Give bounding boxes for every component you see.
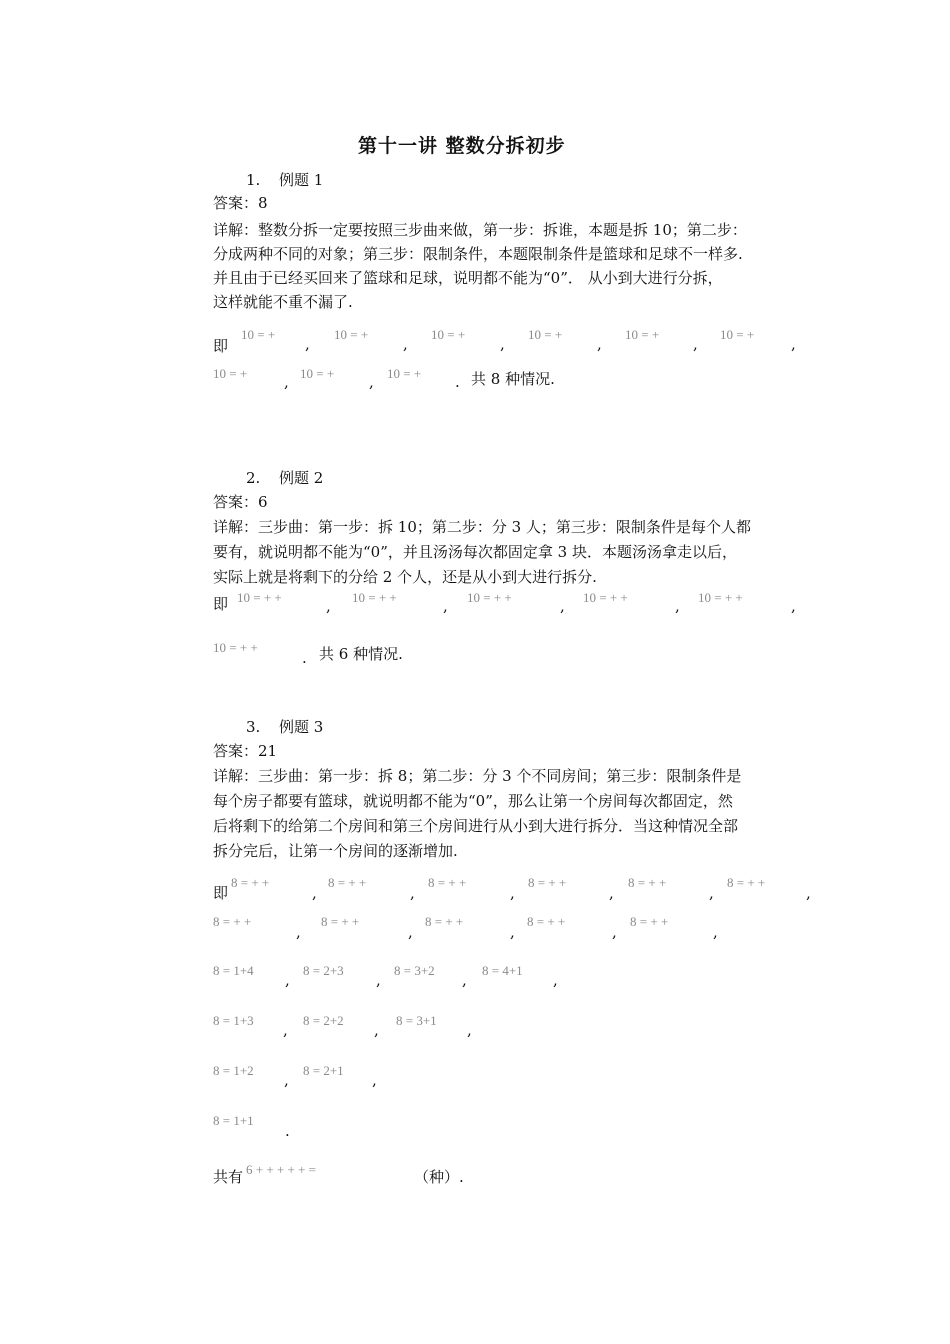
comma: , (296, 923, 301, 941)
comma: , (467, 1021, 472, 1039)
total-formula: 6 + + + + + = (246, 1162, 316, 1177)
partition-formula: 10 = + + (237, 590, 282, 605)
ji-label: 即 (213, 595, 229, 613)
comma: , (408, 923, 413, 941)
partition-formula: 8 = 2+1 (303, 1063, 344, 1078)
partition-formula: 8 = 3+1 (396, 1013, 437, 1028)
partition-formula: 8 = 4+1 (482, 963, 523, 978)
example-1-heading: 例题 1 (279, 171, 324, 189)
comma: , (791, 335, 796, 353)
example-1-number: 1. (246, 171, 261, 189)
comma: , (374, 1021, 379, 1039)
partition-formula: 10 = + (334, 327, 369, 342)
partition-formula: 8 = + + (528, 875, 567, 890)
partition-formula: 10 = + + (213, 640, 258, 655)
partition-formula: 8 = + + (630, 914, 669, 929)
comma: , (376, 971, 381, 989)
comma: , (806, 884, 811, 902)
partition-formula: 8 = 1+3 (213, 1013, 254, 1028)
comma: , (312, 884, 317, 902)
comma: , (285, 971, 290, 989)
partition-formula: 10 = + (720, 327, 755, 342)
partition-formula: 8 = + + (231, 875, 270, 890)
comma: , (410, 884, 415, 902)
comma: , (612, 923, 617, 941)
comma: , (369, 373, 374, 391)
partition-formula: 10 = + + (583, 590, 628, 605)
comma: , (709, 884, 714, 902)
example-3-answer: 答案：21 (213, 742, 278, 760)
example-2-detail-line: 实际上就是将剩下的分给 2 个人，还是从小到大进行拆分. (213, 568, 597, 586)
example-1-answer: 答案：8 (213, 194, 268, 212)
example-3-heading: 例题 3 (279, 718, 324, 736)
partition-formula: 10 = + (387, 366, 422, 381)
partition-formula: 8 = + + (321, 914, 360, 929)
partition-formula: 8 = + + (425, 914, 464, 929)
example-3-detail-line: 每个房子都要有篮球，就说明都不能为“0”，那么让第一个房间每次都固定，然 (213, 792, 733, 810)
partition-formula: 8 = + + (328, 875, 367, 890)
example-3-number: 3. (246, 718, 261, 736)
partition-formula: 8 = + + (727, 875, 766, 890)
example-1-summary: 共 8 种情况. (471, 370, 555, 388)
partition-formula: 8 = 2+3 (303, 963, 344, 978)
total-suffix: （种）. (414, 1168, 464, 1186)
comma: , (372, 1071, 377, 1089)
partition-formula: 8 = + + (213, 914, 252, 929)
example-3-detail-line: 拆分完后，让第一个房间的逐渐增加. (213, 842, 458, 860)
comma: , (560, 597, 565, 615)
partition-formula: 8 = 1+2 (213, 1063, 254, 1078)
comma: , (284, 1071, 289, 1089)
comma: , (693, 335, 698, 353)
total-prefix: 共有 (213, 1168, 244, 1186)
ji-label: 即 (213, 337, 229, 355)
example-2-summary: 共 6 种情况. (319, 645, 403, 663)
partition-formula: 10 = + (241, 327, 276, 342)
example-3-detail-line: 详解：三步曲：第一步：拆 8；第二步：分 3 个不同房间；第三步：限制条件是 (213, 767, 742, 785)
partition-formula: 10 = + (528, 327, 563, 342)
page-title: 第十一讲 整数分拆初步 (358, 135, 566, 157)
example-1-detail-line: 详解：整数分拆一定要按照三步曲来做，第一步：拆谁，本题是拆 10；第二步： (213, 221, 747, 239)
example-2-detail-line: 要有，就说明都不能为“0”，并且汤汤每次都固定拿 3 块．本题汤汤拿走以后， (213, 543, 737, 561)
partition-formula: 8 = 1+1 (213, 1113, 254, 1128)
comma: , (500, 335, 505, 353)
example-1-detail-line: 并且由于已经买回来了篮球和足球，说明都不能为“0”． 从小到大进行分拆， (213, 269, 723, 287)
comma: , (283, 1021, 288, 1039)
partition-formula: 10 = + + (352, 590, 397, 605)
period: . (302, 649, 307, 667)
comma: , (597, 335, 602, 353)
comma: , (510, 884, 515, 902)
partition-formula: 10 = + (625, 327, 660, 342)
comma: , (305, 335, 310, 353)
partition-formula: 8 = 3+2 (394, 963, 435, 978)
example-2-number: 2. (246, 469, 261, 487)
partition-formula: 10 = + (431, 327, 466, 342)
example-2-answer: 答案：6 (213, 493, 268, 511)
comma: , (443, 597, 448, 615)
example-1-detail-line: 分成两种不同的对象；第三步：限制条件，本题限制条件是篮球和足球不一样多. (213, 245, 743, 263)
example-3-detail-line: 后将剩下的给第二个房间和第三个房间进行从小到大进行拆分．当这种情况全部 (213, 817, 739, 835)
partition-formula: 10 = + + (467, 590, 512, 605)
partition-formula: 8 = + + (527, 914, 566, 929)
partition-formula: 8 = + + (628, 875, 667, 890)
partition-formula: 8 = 2+2 (303, 1013, 344, 1028)
partition-formula: 10 = + (300, 366, 335, 381)
comma: , (284, 373, 289, 391)
ji-label: 即 (213, 884, 229, 902)
comma: , (462, 971, 467, 989)
comma: , (510, 923, 515, 941)
comma: , (403, 335, 408, 353)
partition-formula: 10 = + + (698, 590, 743, 605)
comma: , (675, 597, 680, 615)
period: . (455, 373, 460, 391)
partition-formula: 8 = 1+4 (213, 963, 254, 978)
example-2-detail-line: 详解：三步曲：第一步：拆 10；第二步：分 3 人；第三步：限制条件是每个人都 (213, 518, 751, 536)
comma: , (713, 923, 718, 941)
comma: , (791, 597, 796, 615)
example-2-heading: 例题 2 (279, 469, 324, 487)
period: . (285, 1122, 290, 1140)
example-1-detail-line: 这样就能不重不漏了. (213, 293, 353, 311)
comma: , (609, 884, 614, 902)
comma: , (553, 971, 558, 989)
partition-formula: 8 = + + (428, 875, 467, 890)
comma: , (326, 597, 331, 615)
partition-formula: 10 = + (213, 366, 248, 381)
